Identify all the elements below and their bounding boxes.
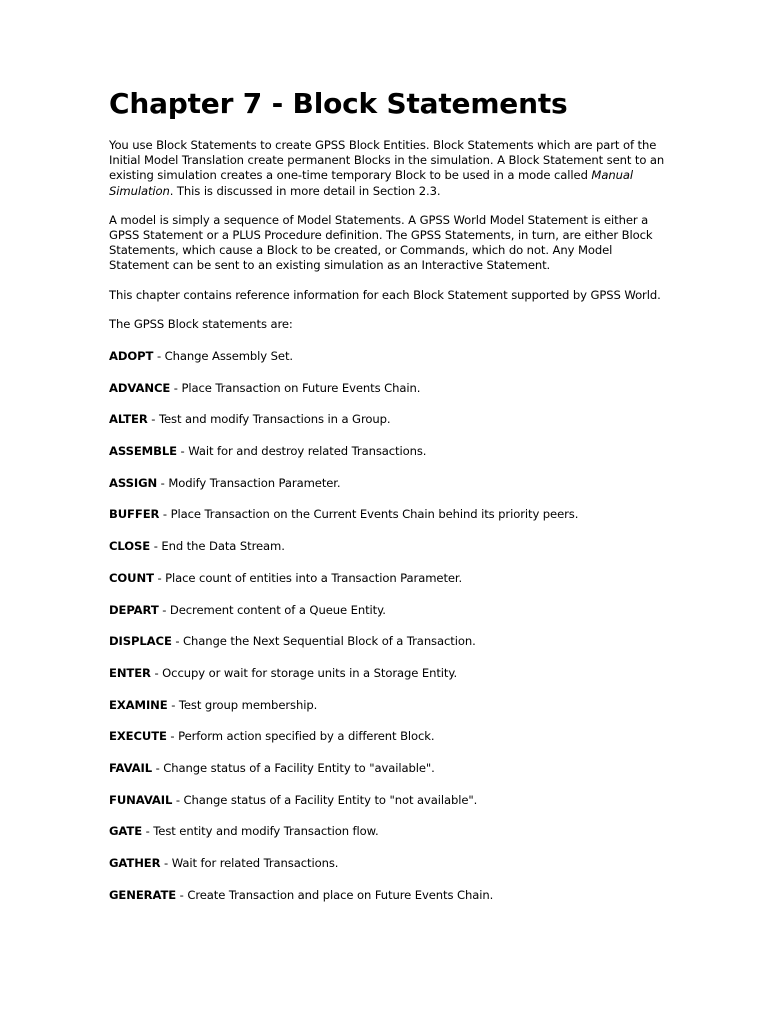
block-description: - Test and modify Transactions in a Group.: [147, 412, 391, 427]
block-description: - Wait for and destroy related Transactions.: [176, 444, 427, 459]
intro-text-end: . This is discussed in more detail in Section 2.3.: [169, 183, 441, 198]
block-description: - End the Data Stream.: [150, 539, 285, 554]
block-keyword: ADOPT: [109, 349, 154, 364]
block-description: - Create Transaction and place on Future Events Chain.: [176, 887, 494, 902]
block-list-intro: The GPSS Block statements are:: [109, 316, 293, 331]
block-description: - Test group membership.: [167, 697, 318, 712]
list-item: [109, 824, 669, 856]
block-description: - Decrement content of a Queue Entity.: [158, 602, 386, 617]
block-keyword: ASSIGN: [109, 475, 158, 490]
list-item: [109, 444, 669, 476]
list-item: [109, 666, 669, 698]
block-description: - Place Transaction on Future Events Chain.: [170, 380, 421, 395]
block-keyword: EXECUTE: [109, 729, 167, 744]
list-item: [109, 507, 669, 539]
list-item: [109, 729, 669, 761]
list-item: [109, 634, 669, 666]
block-description: - Change status of a Facility Entity to "available".: [152, 760, 435, 775]
list-item: [109, 476, 669, 508]
list-item: [109, 698, 669, 730]
list-item: [109, 603, 669, 635]
manual-simulation-term: Manual Simulation: [109, 168, 633, 198]
list-item: [109, 571, 669, 603]
block-keyword: ENTER: [109, 665, 151, 680]
document-page: [109, 86, 669, 919]
list-item: [109, 856, 669, 888]
list-item: [109, 349, 669, 381]
block-keyword: EXAMINE: [109, 697, 168, 712]
block-keyword: FAVAIL: [109, 760, 153, 775]
chapter-contents-paragraph: This chapter contains reference information for each Block Statement supported by GPSS World.: [109, 287, 661, 302]
block-description: - Change status of a Facility Entity to "not available".: [172, 792, 478, 807]
intro-text-start: You use Block Statements to create GPSS Block Entities. Block Statements which are part of the Initial Model Translation create permanent Blocks in the simulation. A Block Statement sent to an existing simulation creates a one-time temporary Block to be used in a mode called: [109, 138, 665, 183]
block-description: - Place Transaction on the Current Events Chain behind its priority peers.: [159, 507, 579, 522]
block-description: - Change Assembly Set.: [153, 349, 293, 364]
block-description: - Modify Transaction Parameter.: [157, 475, 341, 490]
model-statements-paragraph: A model is simply a sequence of Model Statements. A GPSS World Model Statement is either a GPSS Statement or a PLUS Procedure definition. The GPSS Statements, in turn, are either Block Statements, which cause a Block to be created, or Commands, which do not. Any Model Statement can be sent to an existing simulation as an Interactive Statement.: [109, 212, 653, 273]
list-item: [109, 793, 669, 825]
list-item: [109, 761, 669, 793]
block-description: - Perform action specified by a different Block.: [166, 729, 435, 744]
block-keyword: ASSEMBLE: [109, 444, 177, 459]
list-item: [109, 539, 669, 571]
block-keyword: ALTER: [109, 412, 148, 427]
block-keyword: CLOSE: [109, 539, 151, 554]
block-keyword: FUNAVAIL: [109, 792, 173, 807]
list-item: [109, 381, 669, 413]
block-description: - Occupy or wait for storage units in a Storage Entity.: [150, 665, 458, 680]
block-description: - Place count of entities into a Transaction Parameter.: [153, 570, 463, 585]
list-item: [109, 412, 669, 444]
block-keyword: GATE: [109, 824, 143, 839]
block-statement-list: [109, 349, 669, 919]
intro-paragraph: [109, 138, 669, 199]
block-keyword: COUNT: [109, 570, 154, 585]
block-description: - Change the Next Sequential Block of a Transaction.: [171, 634, 476, 649]
page-title: Chapter 7 - Block Statements: [109, 87, 568, 120]
list-item: [109, 888, 669, 920]
block-keyword: BUFFER: [109, 507, 160, 522]
block-keyword: ADVANCE: [109, 380, 171, 395]
block-description: - Wait for related Transactions.: [160, 856, 339, 871]
block-keyword: GATHER: [109, 856, 161, 871]
block-description: - Test entity and modify Transaction flow.: [142, 824, 379, 839]
block-keyword: DISPLACE: [109, 634, 172, 649]
block-keyword: DEPART: [109, 602, 159, 617]
block-keyword: GENERATE: [109, 887, 177, 902]
